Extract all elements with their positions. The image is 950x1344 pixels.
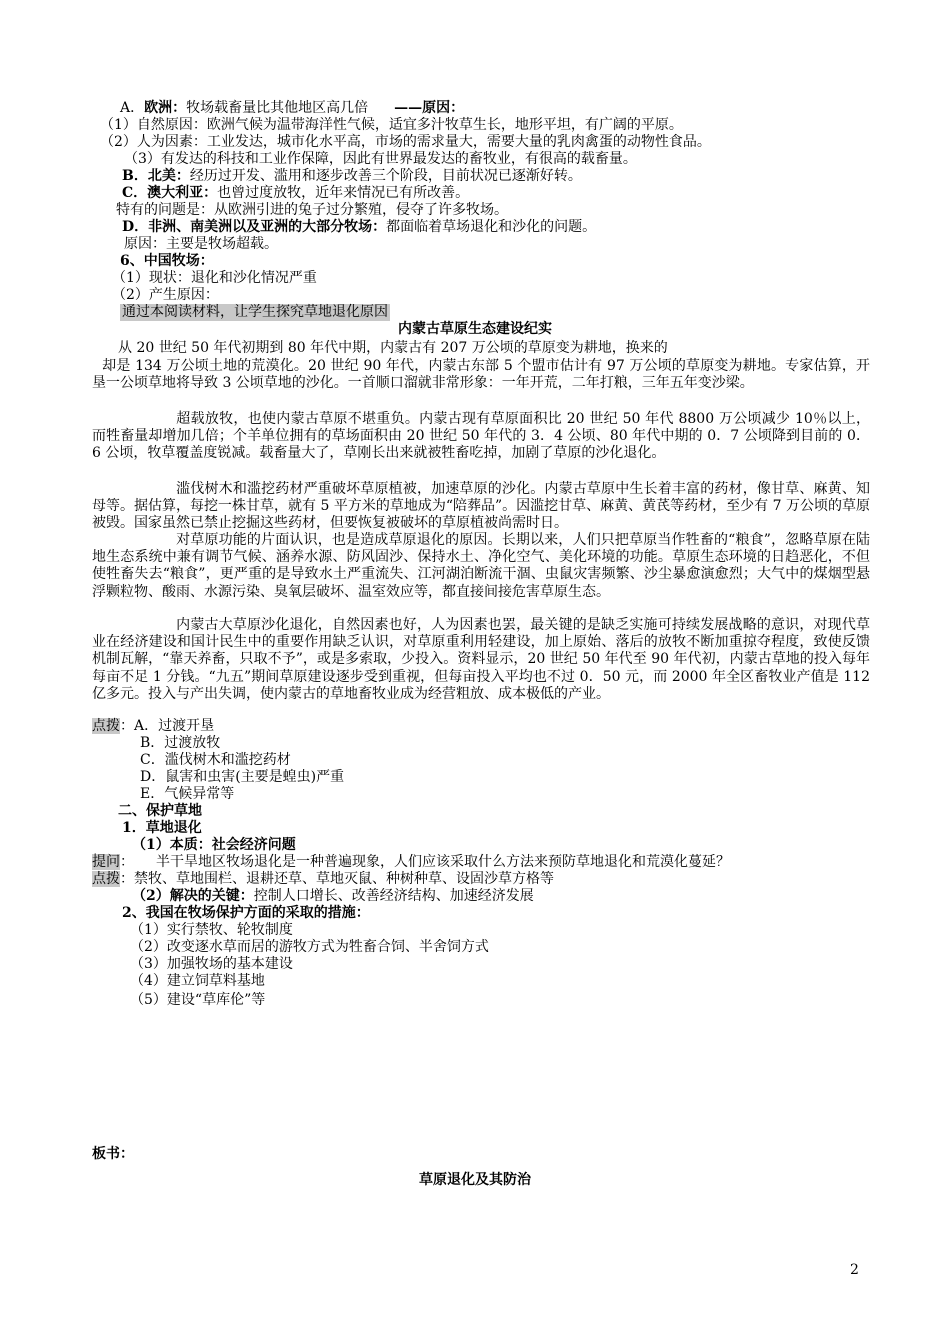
article-p5-text: 内蒙古大草原沙化退化，自然因素也好，人为因素也罢，最关键的是缺乏实施可持续发展战略的意识，对现代草业在经济建设和国计民生中的重要作用缺乏认识，对草原重利用轻建设，加上原始、落后的放牧不断加重掠夺程度，致使反馈机制瓦解，“靠天养畜，只取不予”，或是多索取，少投入。资料显示，20 世纪 50 年代至 90 年代初，内蒙古草地的投入每年每亩不足 1 分钱。“九五”期间草原建设逐步受到重视，但每亩投入平均也不过 0．50 元，而 2000 年全区畜牧业产值是 112 亿多元。投入与产出失调，使内蒙古的草地畜牧业成为经营粗放、成本极低的产业。 — [92, 617, 870, 702]
africa-text: 都面临着草场退化和沙化的问题。 — [386, 219, 597, 235]
hint2-tag: 点拨 — [92, 871, 120, 887]
hint1-item: A．过渡开垦 — [134, 718, 215, 734]
north-america-line — [122, 168, 582, 185]
north-america-label: B．北美： — [122, 168, 190, 184]
article-p2-text: 超载放牧，也使内蒙古草原不堪重负。内蒙古现有草原面积比 20 世纪 50 年代 8800 万公顷减少 10％以上，而牲畜量却增加几倍；个羊单位拥有的草场面积由 20 世纪 50 年代的 3．4 公顷、80 年代中期的 0．7 公顷降到目前的 0．6 公顷，牧草覆盖度锐减。载畜量大了，草刚长出来就被牲畜吃掉，加剧了草原的沙化退化。 — [92, 411, 870, 462]
article-p4-text: 对草原功能的片面认识，也是造成草原退化的原因。长期以来，人们只把草原当作牲畜的“粮食”，忽略草原在陆地生态系统中兼有调节气候、涵养水源、防风固沙、保持水土、净化空气、美化环境的功能。草原生态环境的日趋恶化，不但使牲畜失去“粮食”，更严重的是导致水土严重流失、江河湖泊断流干涸、虫鼠灾害频繁、沙尘暴愈演愈烈；大气中的煤烟型悬浮颗粒物、酸雨、水源污染、臭氧层破坏、温室效应等，都直接间接危害草原生态。 — [92, 532, 870, 600]
section2-sub1: 1．草地退化 — [122, 820, 202, 836]
question-tag: 提问 — [92, 854, 120, 870]
article-p4 — [92, 532, 870, 601]
article-p3 — [92, 481, 870, 533]
question-text: 半干旱地区牧场退化是一种普遍现象，人们应该采取什么方法来预防草地退化和荒漠化蔓延？ — [156, 854, 730, 870]
reading-prompt: 通过本阅读材料，让学生探究草地退化原因 — [122, 304, 388, 320]
key-line — [132, 888, 534, 905]
key-text: 控制人口增长、改善经济结构、加速经济发展 — [253, 888, 534, 904]
measure-item: （3）加强牧场的基本建设 — [130, 956, 293, 972]
china-cause: （2）产生原因： — [112, 287, 219, 303]
page-number: 2 — [850, 1262, 859, 1278]
australia-special: 特有的问题是：从欧洲引进的兔子过分繁殖，侵夺了许多牧场。 — [116, 202, 508, 218]
europe-reason-1: （1）自然原因：欧洲气候为温带海洋性气候，适宜多汁牧草生长，地形平坦，有广阔的平原。 — [100, 117, 683, 133]
section2-essence: （1）本质：社会经济问题 — [132, 837, 296, 853]
article-p2 — [92, 411, 870, 463]
europe-line — [120, 100, 464, 117]
africa-reason: 原因：主要是牧场超载。 — [124, 236, 278, 252]
europe-region: 欧洲： — [144, 100, 187, 116]
article-p1-line1: 从 20 世纪 50 年代初期到 80 年代中期，内蒙古有 207 万公顷的草原变为耕地，换来的 — [118, 340, 668, 356]
hint1-item: B．过渡放牧 — [140, 735, 221, 751]
africa-label: D．非洲、南美洲以及亚洲的大部分牧场： — [122, 219, 387, 235]
china-status: （1）现状：退化和沙化情况严重 — [112, 270, 317, 286]
article-p5 — [92, 617, 870, 703]
hint1-tag: 点拨 — [92, 718, 120, 734]
china-heading: 6、中国牧场： — [120, 253, 214, 269]
measure-item: （5）建设“草库伦”等 — [130, 992, 266, 1008]
europe-label: A． — [120, 100, 145, 116]
europe-text: 牧场载畜量比其他地区高几倍 — [186, 100, 369, 116]
europe-reason-2: （2）人为因素：工业发达，城市化水平高，市场的需求量大，需要大量的乳肉禽蛋的动物性食品。 — [100, 134, 711, 150]
article-p1-rest — [92, 358, 870, 392]
question-line: 提问： 半干旱地区牧场退化是一种普遍现象，人们应该采取什么方法来预防草地退化和荒漠化蔓延？ — [92, 854, 730, 870]
article-p3-text: 滥伐树木和滥挖药材严重破坏草原植被，加速草原的沙化。内蒙古草原中生长着丰富的药材，像甘草、麻黄、知母等。据估算，每挖一株甘草，就有 5 平方米的草地成为“陪葬品”。因滥挖甘草、麻黄、黄芪等药材，至少有 7 万公顷的草原被毁。国家虽然已禁止挖掘这些药材，但要恢复被破坏的草原植被尚需时日。 — [92, 481, 870, 532]
section2-heading: 二、保护草地 — [118, 803, 202, 819]
australia-label: C．澳大利亚： — [122, 185, 218, 201]
africa-line — [122, 219, 596, 236]
hint1-item: C．滥伐树木和滥挖药材 — [140, 752, 291, 768]
article-p1-rest-text: 却是 134 万公顷土地的荒漠化。20 世纪 90 年代，内蒙古东部 5 个盟市估计有 97 万公顷的草原变为耕地。专家估算，开垦一公顷草地将导致 3 公顷草地的沙化。一首顺口溜就非常形象：一年开荒，二年打粮，三年五年变沙梁。 — [92, 358, 870, 392]
australia-text: 也曾过度放牧，近年来情况已有所改善。 — [217, 185, 470, 201]
measure-item: （1）实行禁牧、轮牧制度 — [130, 922, 293, 938]
measure-item: （4）建立饲草料基地 — [130, 973, 265, 989]
hint1-line: 点拨：A．过渡开垦 — [92, 718, 215, 734]
measure-item: （2）改变逐水草而居的游牧方式为牲畜合饲、半舍饲方式 — [130, 939, 489, 955]
hint1-item: D．鼠害和虫害(主要是蝗虫)严重 — [140, 769, 345, 785]
europe-reason-3: （3）有发达的科技和工业作保障，因此有世界最发达的畜牧业，有很高的载畜量。 — [124, 151, 637, 167]
europe-reason-label: ——原因： — [394, 100, 465, 116]
australia-line — [122, 185, 469, 202]
hint2-line: 点拨：禁牧、草地围栏、退耕还草、草地灭鼠、种树种草、设固沙草方格等 — [92, 871, 554, 887]
article-title: 内蒙古草原生态建设纪实 — [398, 321, 552, 337]
blackboard-title: 草原退化及其防治 — [419, 1172, 531, 1188]
hint2-text: 禁牧、草地围栏、退耕还草、草地灭鼠、种树种草、设固沙草方格等 — [134, 871, 554, 887]
blackboard-label: 板书： — [92, 1146, 134, 1162]
north-america-text: 经历过开发、滥用和逐步改善三个阶段，目前状况已逐渐好转。 — [189, 168, 582, 184]
key-label: （2）解决的关键： — [132, 888, 254, 904]
section2-sub2: 2、我国在牧场保护方面的采取的措施： — [122, 905, 370, 921]
hint1-item: E．气候异常等 — [140, 786, 235, 802]
